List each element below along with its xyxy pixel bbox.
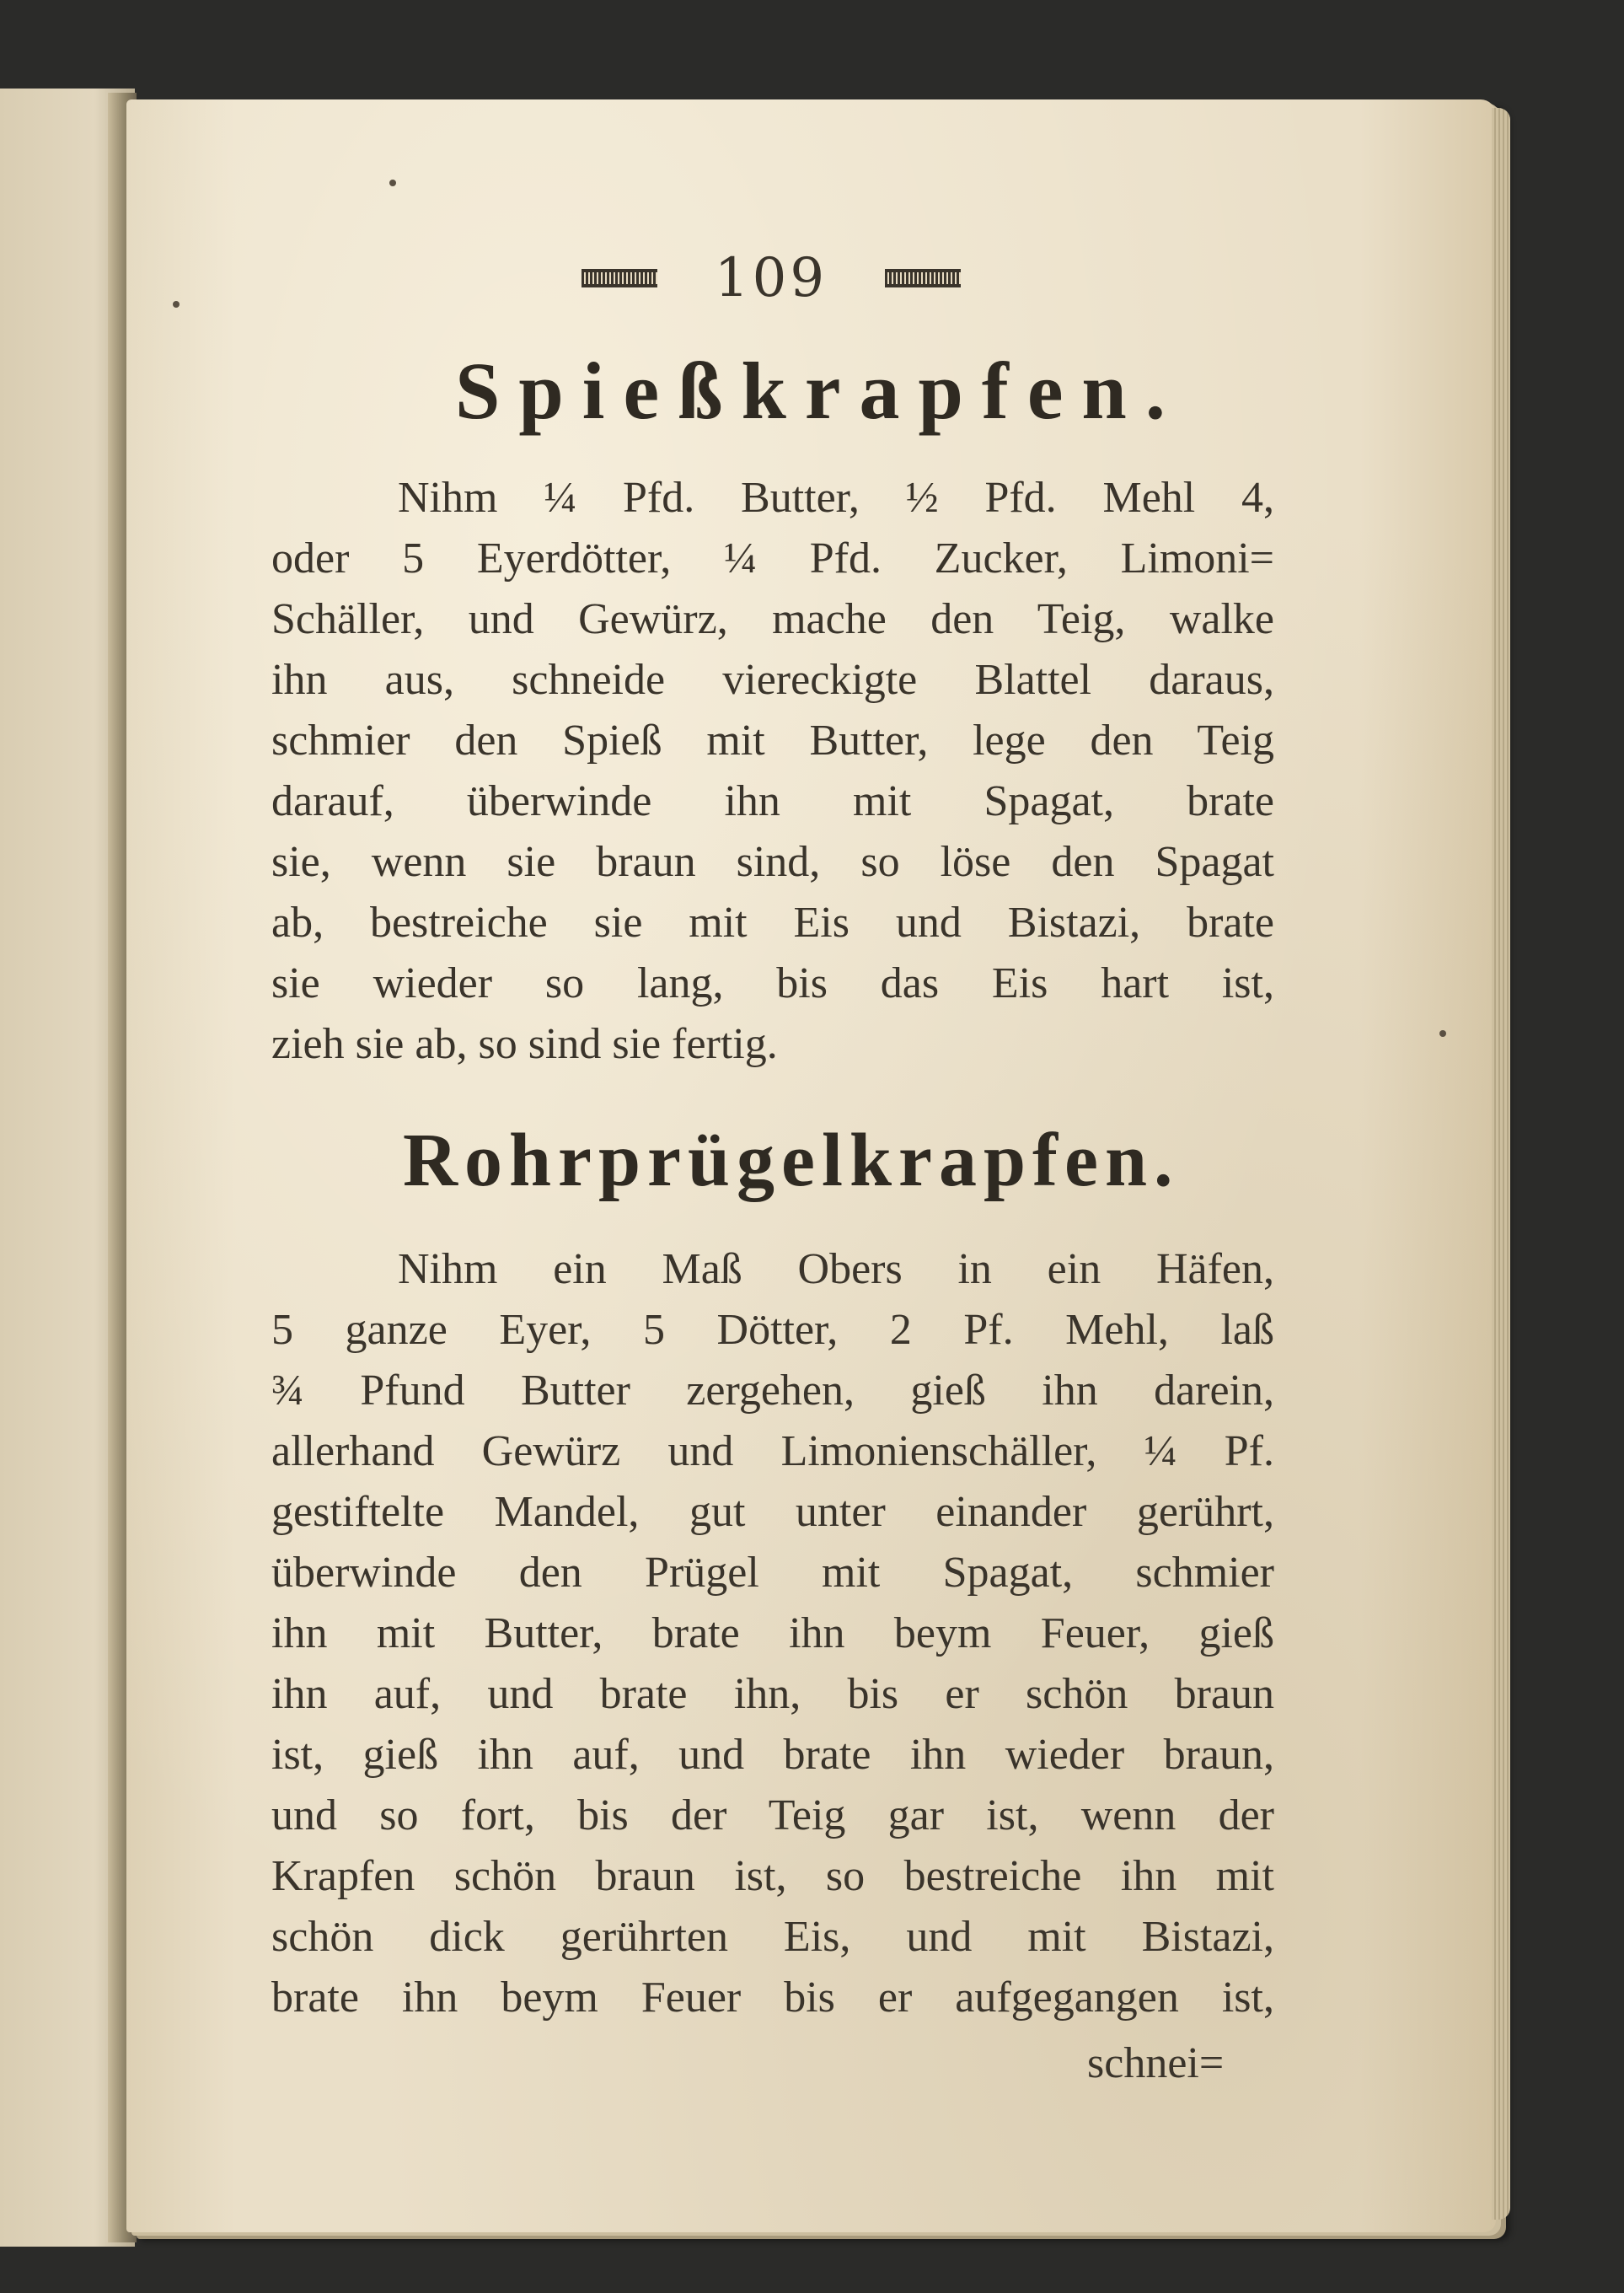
page-block-edge xyxy=(1492,108,1510,2220)
paper-speck xyxy=(173,301,180,308)
text-line: ist, gieß ihn auf, und brate ihn wieder braun, xyxy=(271,1731,1274,1779)
text-line: Nihm ¼ Pfd. Butter, ½ Pfd. Mehl 4, xyxy=(398,474,1274,522)
recipe-title: Rohrprügelkrapfen. xyxy=(403,1119,1180,1202)
text-line: Krapfen schön braun ist, so bestreiche ihn mit xyxy=(271,1852,1274,1900)
paper-speck xyxy=(389,180,396,186)
text-line: oder 5 Eyerdötter, ¼ Pfd. Zucker, Limoni= xyxy=(271,534,1274,583)
text-line: überwinde den Prügel mit Spagat, schmier xyxy=(271,1549,1274,1597)
text-line: zieh sie ab, so sind sie fertig. xyxy=(271,1020,778,1068)
page-number: 109 xyxy=(714,247,828,309)
header-ornament-right xyxy=(885,269,961,287)
text-line: ihn aus, schneide viereckigte Blattel daraus, xyxy=(271,656,1274,704)
text-line: schmier den Spieß mit Butter, lege den Teig xyxy=(271,717,1274,765)
text-line: ab, bestreiche sie mit Eis und Bistazi, brate xyxy=(271,899,1274,947)
recipe-body xyxy=(271,468,1274,1075)
text-line: darauf, überwinde ihn mit Spagat, brate xyxy=(271,777,1274,825)
recipe-title: Spießkrapfen. xyxy=(455,346,1184,436)
catchword: schnei= xyxy=(1087,2039,1225,2087)
text-line: gestiftelte Mandel, gut unter einander gerührt, xyxy=(271,1488,1274,1536)
text-line: sie, wenn sie braun sind, so löse den Spagat xyxy=(271,838,1274,886)
recipe-body xyxy=(271,1239,1274,2028)
text-line: allerhand Gewürz und Limonienschäller, ¼ Pf. xyxy=(271,1427,1274,1475)
page-header xyxy=(582,249,961,308)
text-line: ihn mit Butter, brate ihn beym Feuer, gieß xyxy=(271,1609,1274,1657)
text-line: ¾ Pfund Butter zergehen, gieß ihn darein, xyxy=(271,1367,1274,1415)
text-line: ihn auf, und brate ihn, bis er schön braun xyxy=(271,1670,1274,1718)
text-line: 5 ganze Eyer, 5 Dötter, 2 Pf. Mehl, laß xyxy=(271,1306,1274,1354)
paper-speck xyxy=(1439,1030,1446,1037)
header-ornament-left xyxy=(582,269,657,287)
text-line: brate ihn beym Feuer bis er aufgegangen ist, xyxy=(271,1973,1274,2022)
text-line: schön dick gerührten Eis, und mit Bistazi, xyxy=(271,1913,1274,1961)
text-line: Nihm ein Maß Obers in ein Häfen, xyxy=(398,1245,1274,1293)
text-line: und so fort, bis der Teig gar ist, wenn der xyxy=(271,1791,1274,1839)
text-line: Schäller, und Gewürz, mache den Teig, walke xyxy=(271,595,1274,643)
text-line: sie wieder so lang, bis das Eis hart ist, xyxy=(271,959,1274,1007)
